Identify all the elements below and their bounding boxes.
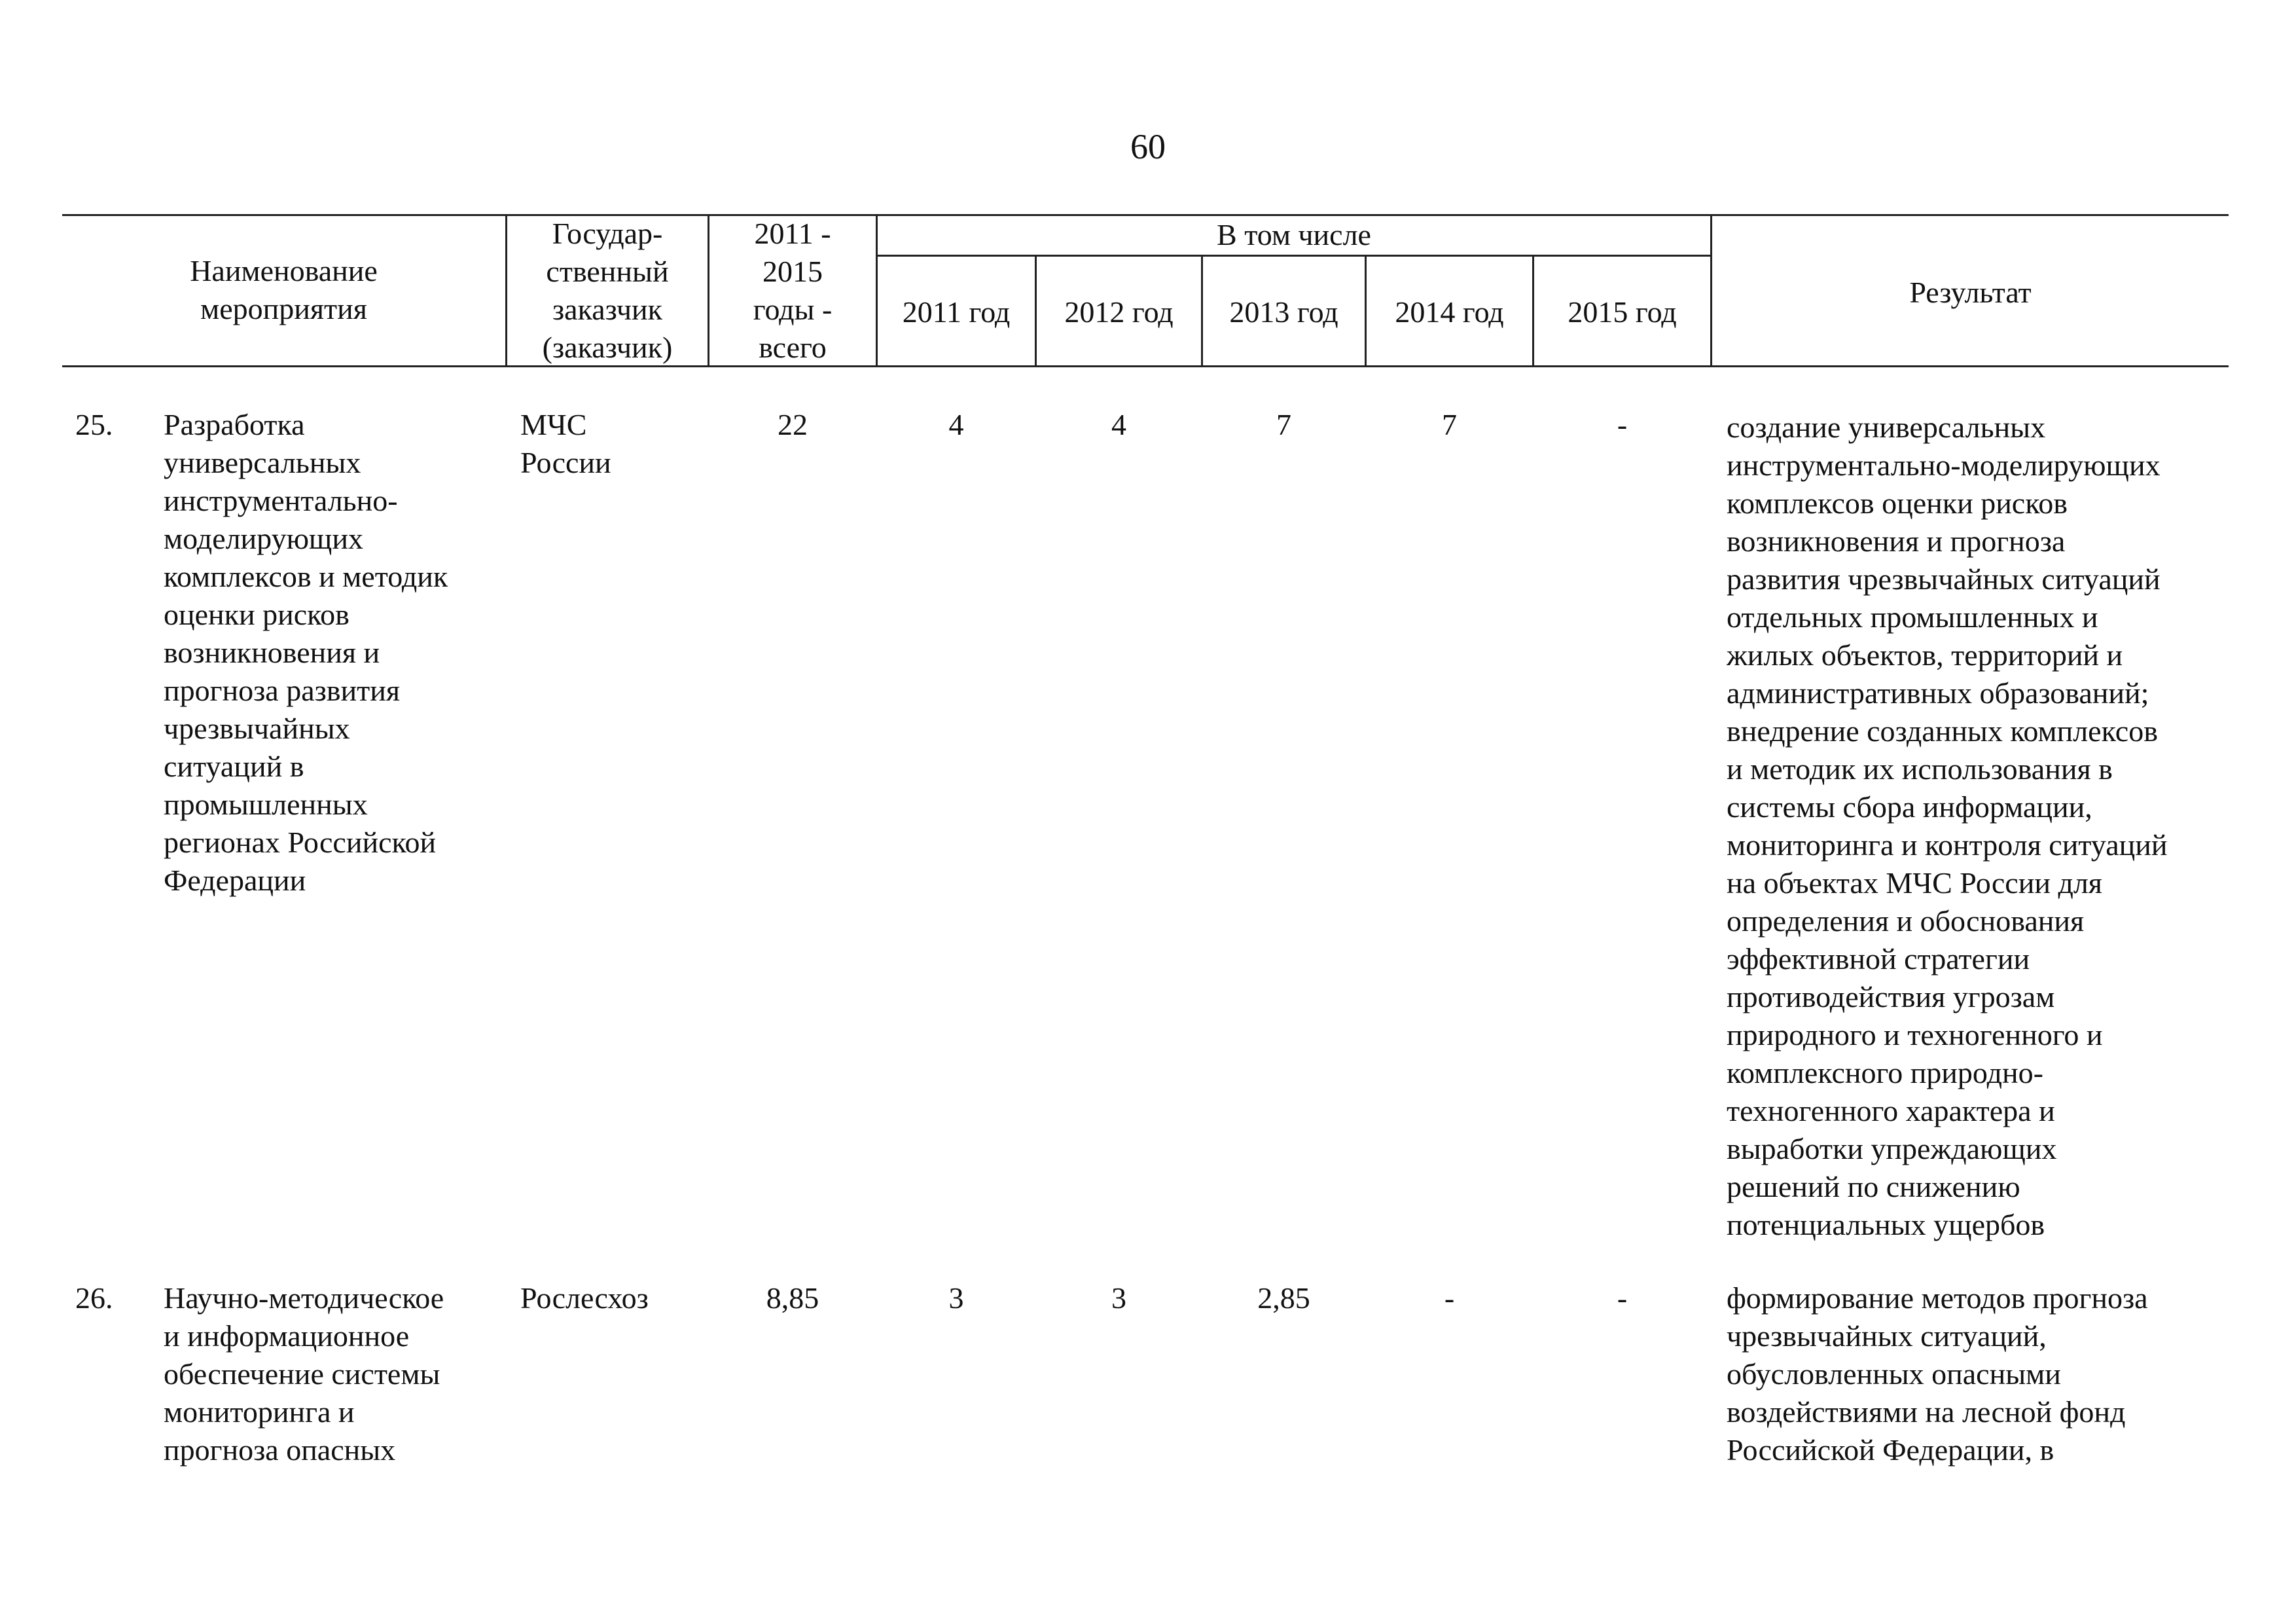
row-customer: [520, 406, 704, 482]
row-number: 25.: [75, 408, 113, 441]
header-year-2012: 2012 год: [1064, 295, 1174, 329]
row-result-line: административных образований;: [1727, 676, 2149, 710]
header-total-line: всего: [759, 331, 827, 364]
row-result-line: мониторинга и контроля ситуаций: [1727, 828, 2168, 862]
header-customer-line: ственный: [546, 255, 669, 288]
row-customer: [520, 1279, 704, 1317]
row-result-line: противодействия угрозам: [1727, 980, 2055, 1013]
row-result-line: обусловленных опасными: [1727, 1357, 2061, 1391]
row-result-line: отдельных промышленных и: [1727, 600, 2098, 634]
row-result-line: формирование методов прогноза: [1727, 1281, 2148, 1315]
row-name-line: и информационное: [164, 1319, 410, 1353]
row-value-2015: -: [1617, 1281, 1628, 1315]
header-result: Результат: [1909, 276, 2032, 309]
row-name-line: Разработка: [164, 408, 305, 441]
header-name-line: Наименование: [190, 254, 378, 287]
row-name-line: Федерации: [164, 864, 306, 897]
header-year-2014: 2014 год: [1395, 295, 1504, 329]
row-total: 8,85: [766, 1281, 819, 1315]
row-name-line: промышленных: [164, 788, 368, 821]
row-name-line: прогноза развития: [164, 674, 400, 707]
row-result-line: выработки упреждающих: [1727, 1132, 2057, 1165]
row-value-2015: -: [1617, 408, 1628, 441]
row-result-line: комплексов оценки рисков: [1727, 486, 2068, 520]
row-value-2014: -: [1444, 1281, 1455, 1315]
header-total-line: годы -: [753, 293, 833, 326]
header-year-2011: 2011 год: [902, 295, 1011, 329]
row-name-line: мониторинга и: [164, 1395, 355, 1429]
row-value-2012: 3: [1111, 1281, 1126, 1315]
row-result: [1727, 409, 2237, 1244]
subheader-rule: [876, 255, 1712, 257]
header-total-line: 2011 -: [754, 217, 831, 250]
row-name-line: ситуаций в: [164, 750, 304, 783]
row-value-2014: 7: [1442, 408, 1457, 441]
row-result: [1727, 1279, 2237, 1469]
row-value-2013: 7: [1276, 408, 1291, 441]
header-year-2013: 2013 год: [1229, 295, 1338, 329]
row-result-line: техногенного характера и: [1727, 1094, 2055, 1127]
header-customer-line: заказчик: [552, 293, 662, 326]
header-customer-line: (заказчик): [542, 331, 673, 364]
row-name-line: инструментально-: [164, 484, 398, 517]
row-result-line: на объектах МЧС России для: [1727, 866, 2102, 900]
header-name-line: мероприятия: [200, 292, 367, 325]
row-name-line: комплексов и методик: [164, 560, 448, 593]
header-total: [709, 215, 876, 367]
row-result-line: чрезвычайных ситуаций,: [1727, 1319, 2047, 1353]
row-result-line: инструментально-моделирующих: [1727, 448, 2161, 482]
row-result-line: создание универсальных: [1727, 410, 2046, 444]
row-customer-line: Рослесхоз: [520, 1281, 649, 1315]
row-customer-line: МЧС: [520, 408, 587, 441]
header-bottom-rule: [62, 365, 2229, 367]
row-result-line: внедрение созданных комплексов: [1727, 714, 2158, 748]
row-result-line: эффективной стратегии: [1727, 942, 2030, 976]
row-result-line: определения и обоснования: [1727, 904, 2085, 938]
row-value-2012: 4: [1111, 408, 1126, 441]
header-year-2015: 2015 год: [1568, 295, 1677, 329]
row-name-line: прогноза опасных: [164, 1433, 396, 1467]
row-result-line: решений по снижению: [1727, 1170, 2020, 1203]
row-name: [164, 406, 504, 900]
row-result-line: развития чрезвычайных ситуаций: [1727, 562, 2161, 596]
header-name: [62, 252, 505, 328]
row-name-line: чрезвычайных: [164, 712, 350, 745]
row-result-line: и методик их использования в: [1727, 752, 2113, 786]
row-total: 22: [778, 408, 808, 441]
row-result-line: природного и техногенного и: [1727, 1018, 2103, 1051]
row-value-2011: 4: [948, 408, 964, 441]
row-name: [164, 1279, 504, 1469]
row-name-line: моделирующих: [164, 522, 363, 555]
row-number: 26.: [75, 1281, 113, 1315]
row-result-line: воздействиями на лесной фонд: [1727, 1395, 2126, 1429]
header-customer-line: Государ-: [552, 217, 663, 250]
row-customer-line: России: [520, 446, 611, 479]
row-name-line: регионах Российской: [164, 826, 437, 859]
row-result-line: возникновения и прогноза: [1727, 524, 2066, 558]
row-result-line: Российской Федерации, в: [1727, 1433, 2054, 1467]
header-total-line: 2015: [762, 255, 823, 288]
header-customer: [507, 215, 708, 367]
row-value-2011: 3: [948, 1281, 964, 1315]
row-name-line: оценки рисков: [164, 598, 350, 631]
row-name-line: Научно-методическое: [164, 1281, 444, 1315]
page-number: 60: [1130, 127, 1166, 166]
row-name-line: универсальных: [164, 446, 361, 479]
row-name-line: возникновения и: [164, 636, 380, 669]
row-result-line: комплексного природно-: [1727, 1056, 2043, 1089]
row-result-line: потенциальных ущербов: [1727, 1208, 2045, 1241]
row-result-line: системы сбора информации,: [1727, 790, 2092, 824]
row-value-2013: 2,85: [1257, 1281, 1310, 1315]
header-including: В том числе: [1217, 218, 1371, 251]
row-name-line: обеспечение системы: [164, 1357, 440, 1391]
row-result-line: жилых объектов, территорий и: [1727, 638, 2123, 672]
